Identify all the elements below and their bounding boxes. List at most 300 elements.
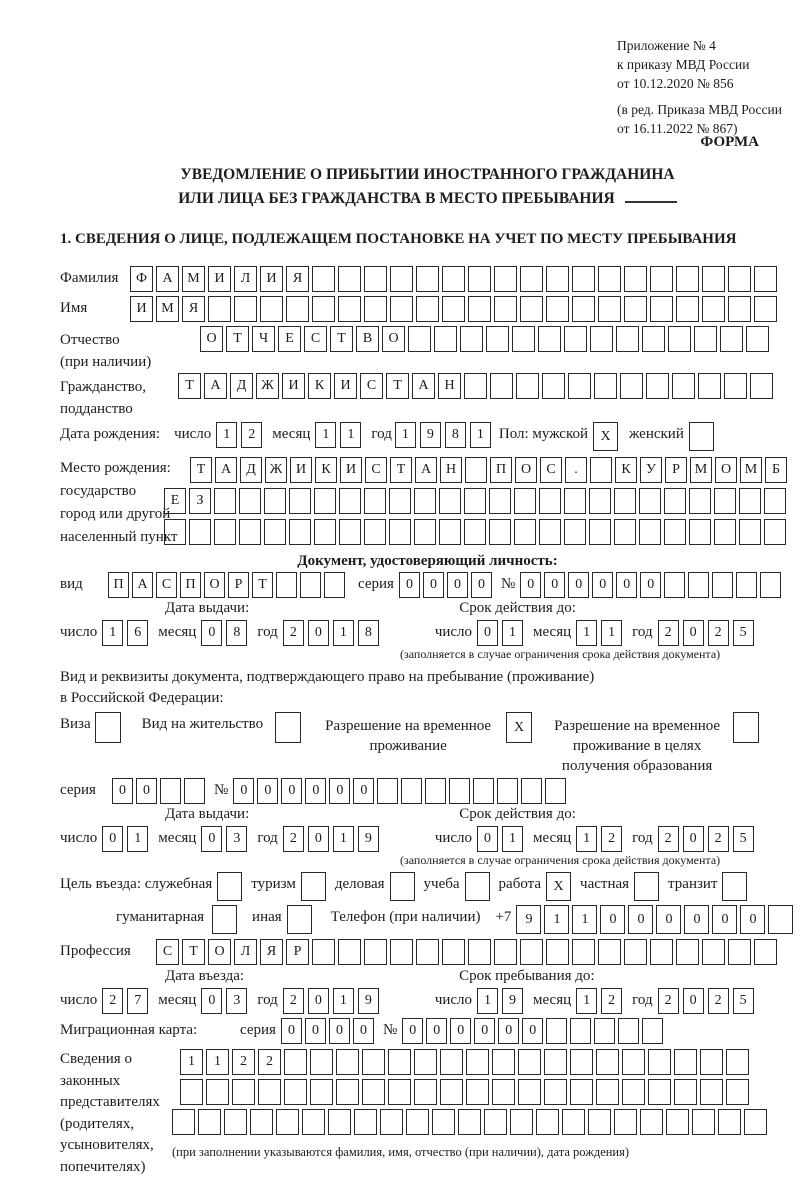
char-box[interactable] <box>646 373 669 399</box>
char-box[interactable] <box>666 1109 689 1135</box>
char-box[interactable] <box>466 1079 489 1105</box>
char-box[interactable] <box>754 296 777 322</box>
char-box[interactable] <box>594 373 617 399</box>
char-box[interactable] <box>338 266 361 292</box>
char-box[interactable] <box>258 1079 281 1105</box>
char-box[interactable]: 0 <box>353 778 374 804</box>
char-box[interactable] <box>310 1079 333 1105</box>
char-box[interactable] <box>598 939 621 965</box>
char-box[interactable] <box>284 1049 307 1075</box>
char-box[interactable] <box>589 519 611 545</box>
char-box[interactable]: 2 <box>708 620 729 646</box>
char-box[interactable] <box>546 296 569 322</box>
char-box[interactable] <box>674 1049 697 1075</box>
char-box[interactable]: 0 <box>423 572 444 598</box>
char-box[interactable] <box>634 872 659 901</box>
char-box[interactable]: 1 <box>576 988 597 1014</box>
char-box[interactable] <box>198 1109 221 1135</box>
char-box[interactable]: 9 <box>358 826 379 852</box>
char-box[interactable] <box>639 488 661 514</box>
char-box[interactable]: 1 <box>206 1049 229 1075</box>
char-box[interactable]: 9 <box>516 905 541 934</box>
char-box[interactable]: 1 <box>470 422 491 448</box>
char-box[interactable] <box>416 939 439 965</box>
char-box[interactable]: 1 <box>502 826 523 852</box>
char-box[interactable]: Ж <box>256 373 279 399</box>
char-box[interactable] <box>562 1109 585 1135</box>
char-box[interactable] <box>520 266 543 292</box>
char-box[interactable] <box>618 1018 639 1044</box>
char-box[interactable]: У <box>640 457 662 483</box>
char-box[interactable] <box>516 373 539 399</box>
char-box[interactable] <box>449 778 470 804</box>
char-box[interactable] <box>466 1049 489 1075</box>
char-box[interactable]: Я <box>260 939 283 965</box>
char-box[interactable] <box>520 939 543 965</box>
char-box[interactable] <box>276 1109 299 1135</box>
char-box[interactable] <box>468 939 491 965</box>
char-box[interactable] <box>439 488 461 514</box>
char-box[interactable]: 0 <box>592 572 613 598</box>
char-box[interactable] <box>544 1079 567 1105</box>
char-box[interactable]: Ч <box>252 326 275 352</box>
char-box[interactable]: Б <box>765 457 787 483</box>
char-box[interactable] <box>208 296 231 322</box>
char-box[interactable] <box>733 712 759 743</box>
char-box[interactable] <box>489 488 511 514</box>
char-box[interactable]: О <box>515 457 537 483</box>
char-box[interactable]: 5 <box>733 988 754 1014</box>
char-box[interactable]: 0 <box>683 826 704 852</box>
char-box[interactable] <box>614 488 636 514</box>
char-box[interactable]: 0 <box>201 826 222 852</box>
char-box[interactable] <box>702 939 725 965</box>
char-box[interactable]: 1 <box>127 826 148 852</box>
char-box[interactable]: 1 <box>216 422 237 448</box>
char-box[interactable]: Т <box>390 457 412 483</box>
char-box[interactable] <box>624 939 647 965</box>
char-box[interactable]: И <box>260 266 283 292</box>
char-box[interactable]: 0 <box>308 620 329 646</box>
char-box[interactable]: 1 <box>477 988 498 1014</box>
char-box[interactable] <box>336 1049 359 1075</box>
char-box[interactable] <box>676 939 699 965</box>
char-box[interactable] <box>442 266 465 292</box>
char-box[interactable] <box>545 778 566 804</box>
char-box[interactable] <box>726 1079 749 1105</box>
char-box[interactable] <box>754 939 777 965</box>
char-box[interactable]: 0 <box>477 826 498 852</box>
char-box[interactable]: Л <box>234 939 257 965</box>
char-box[interactable]: 1 <box>333 988 354 1014</box>
char-box[interactable]: Т <box>330 326 353 352</box>
char-box[interactable] <box>514 488 536 514</box>
char-box[interactable] <box>389 488 411 514</box>
char-box[interactable]: Ф <box>130 266 153 292</box>
char-box[interactable] <box>521 778 542 804</box>
char-box[interactable]: 2 <box>658 988 679 1014</box>
char-box[interactable] <box>714 488 736 514</box>
char-box[interactable] <box>439 519 461 545</box>
char-box[interactable] <box>364 519 386 545</box>
char-box[interactable] <box>648 1079 671 1105</box>
char-box[interactable]: Н <box>440 457 462 483</box>
char-box[interactable] <box>622 1049 645 1075</box>
char-box[interactable] <box>676 266 699 292</box>
char-box[interactable] <box>214 488 236 514</box>
char-box[interactable]: 0 <box>329 778 350 804</box>
char-box[interactable] <box>718 1109 741 1135</box>
char-box[interactable]: М <box>182 266 205 292</box>
char-box[interactable] <box>189 519 211 545</box>
char-box[interactable]: К <box>315 457 337 483</box>
char-box[interactable]: Т <box>178 373 201 399</box>
char-box[interactable]: 1 <box>576 620 597 646</box>
char-box[interactable]: А <box>204 373 227 399</box>
char-box[interactable]: 2 <box>241 422 262 448</box>
char-box[interactable] <box>95 712 121 743</box>
char-box[interactable]: 0 <box>498 1018 519 1044</box>
char-box[interactable]: 0 <box>305 1018 326 1044</box>
char-box[interactable]: И <box>290 457 312 483</box>
char-box[interactable]: И <box>282 373 305 399</box>
char-box[interactable] <box>328 1109 351 1135</box>
char-box[interactable]: К <box>308 373 331 399</box>
char-box[interactable]: 0 <box>640 572 661 598</box>
char-box[interactable]: 9 <box>358 988 379 1014</box>
char-box[interactable]: Н <box>438 373 461 399</box>
char-box[interactable] <box>620 373 643 399</box>
char-box[interactable] <box>276 572 297 598</box>
char-box[interactable] <box>589 488 611 514</box>
char-box[interactable] <box>672 373 695 399</box>
char-box[interactable] <box>362 1079 385 1105</box>
char-box[interactable]: И <box>130 296 153 322</box>
char-box[interactable] <box>728 266 751 292</box>
char-box[interactable]: 1 <box>572 905 597 934</box>
char-box[interactable] <box>676 296 699 322</box>
char-box[interactable]: П <box>108 572 129 598</box>
char-box[interactable] <box>728 939 751 965</box>
char-box[interactable] <box>406 1109 429 1135</box>
char-box[interactable] <box>473 778 494 804</box>
char-box[interactable] <box>364 488 386 514</box>
char-box[interactable] <box>700 1049 723 1075</box>
char-box[interactable]: 0 <box>740 905 765 934</box>
char-box[interactable] <box>432 1109 455 1135</box>
char-box[interactable] <box>314 488 336 514</box>
char-box[interactable] <box>650 266 673 292</box>
char-box[interactable]: 1 <box>333 826 354 852</box>
char-box[interactable]: 1 <box>102 620 123 646</box>
char-box[interactable]: 2 <box>283 988 304 1014</box>
char-box[interactable]: 1 <box>544 905 569 934</box>
char-box[interactable] <box>596 1049 619 1075</box>
char-box[interactable] <box>642 1018 663 1044</box>
char-box[interactable] <box>539 519 561 545</box>
char-box[interactable] <box>312 939 335 965</box>
char-box[interactable] <box>224 1109 247 1135</box>
char-box[interactable]: 9 <box>502 988 523 1014</box>
char-box[interactable] <box>702 296 725 322</box>
char-box[interactable] <box>518 1079 541 1105</box>
char-box[interactable]: С <box>156 939 179 965</box>
char-box[interactable] <box>497 778 518 804</box>
char-box[interactable] <box>408 326 431 352</box>
char-box[interactable] <box>239 488 261 514</box>
char-box[interactable] <box>544 1049 567 1075</box>
char-box[interactable] <box>338 939 361 965</box>
char-box[interactable]: З <box>189 488 211 514</box>
char-box[interactable]: О <box>200 326 223 352</box>
char-box[interactable] <box>324 572 345 598</box>
char-box[interactable]: Е <box>278 326 301 352</box>
char-box[interactable]: 0 <box>353 1018 374 1044</box>
char-box[interactable] <box>465 457 487 483</box>
char-box[interactable] <box>689 488 711 514</box>
char-box[interactable] <box>494 939 517 965</box>
char-box[interactable] <box>648 1049 671 1075</box>
char-box[interactable]: 5 <box>733 620 754 646</box>
char-box[interactable] <box>388 1049 411 1075</box>
char-box[interactable] <box>698 373 721 399</box>
char-box[interactable] <box>739 488 761 514</box>
char-box[interactable]: 1 <box>180 1049 203 1075</box>
char-box[interactable]: Ж <box>265 457 287 483</box>
char-box[interactable] <box>598 266 621 292</box>
char-box[interactable] <box>564 326 587 352</box>
char-box[interactable]: 0 <box>544 572 565 598</box>
char-box[interactable] <box>416 296 439 322</box>
char-box[interactable] <box>184 778 205 804</box>
char-box[interactable]: 1 <box>395 422 416 448</box>
char-box[interactable]: 1 <box>333 620 354 646</box>
char-box[interactable] <box>768 905 793 934</box>
char-box[interactable] <box>720 326 743 352</box>
char-box[interactable] <box>546 939 569 965</box>
char-box[interactable] <box>442 939 465 965</box>
char-box[interactable] <box>764 488 786 514</box>
char-box[interactable] <box>689 422 714 451</box>
char-box[interactable] <box>464 519 486 545</box>
char-box[interactable]: 0 <box>683 620 704 646</box>
char-box[interactable] <box>726 1049 749 1075</box>
char-box[interactable]: 2 <box>232 1049 255 1075</box>
char-box[interactable]: 9 <box>420 422 441 448</box>
char-box[interactable] <box>440 1079 463 1105</box>
char-box[interactable]: И <box>208 266 231 292</box>
char-box[interactable] <box>650 296 673 322</box>
char-box[interactable]: 8 <box>358 620 379 646</box>
char-box[interactable] <box>614 1109 637 1135</box>
char-box[interactable] <box>284 1079 307 1105</box>
char-box[interactable] <box>380 1109 403 1135</box>
char-box[interactable] <box>590 326 613 352</box>
char-box[interactable] <box>542 373 565 399</box>
char-box[interactable]: 0 <box>136 778 157 804</box>
char-box[interactable] <box>764 519 786 545</box>
char-box[interactable] <box>212 905 237 934</box>
char-box[interactable] <box>624 266 647 292</box>
char-box[interactable] <box>722 872 747 901</box>
char-box[interactable] <box>598 296 621 322</box>
char-box[interactable] <box>512 326 535 352</box>
char-box[interactable]: А <box>412 373 435 399</box>
char-box[interactable] <box>614 519 636 545</box>
char-box[interactable] <box>300 572 321 598</box>
char-box[interactable]: 1 <box>340 422 361 448</box>
char-box[interactable] <box>460 326 483 352</box>
char-box[interactable]: О <box>204 572 225 598</box>
char-box[interactable] <box>364 939 387 965</box>
char-box[interactable]: 1 <box>315 422 336 448</box>
char-box[interactable]: 0 <box>402 1018 423 1044</box>
char-box[interactable] <box>538 326 561 352</box>
char-box[interactable]: 2 <box>601 988 622 1014</box>
char-box[interactable] <box>494 266 517 292</box>
char-box[interactable]: 0 <box>201 620 222 646</box>
char-box[interactable] <box>744 1109 767 1135</box>
char-box[interactable] <box>160 778 181 804</box>
char-box[interactable] <box>492 1079 515 1105</box>
char-box[interactable] <box>389 519 411 545</box>
char-box[interactable] <box>440 1049 463 1075</box>
char-box[interactable]: О <box>208 939 231 965</box>
char-box[interactable]: 0 <box>447 572 468 598</box>
char-box[interactable] <box>570 1079 593 1105</box>
char-box[interactable]: 2 <box>658 620 679 646</box>
char-box[interactable] <box>388 1079 411 1105</box>
char-box[interactable]: 0 <box>426 1018 447 1044</box>
char-box[interactable]: 2 <box>708 988 729 1014</box>
char-box[interactable] <box>664 519 686 545</box>
char-box[interactable]: 0 <box>201 988 222 1014</box>
char-box[interactable]: Т <box>190 457 212 483</box>
char-box[interactable] <box>364 266 387 292</box>
char-box[interactable] <box>490 373 513 399</box>
char-box[interactable] <box>172 1109 195 1135</box>
char-box[interactable]: 0 <box>600 905 625 934</box>
char-box[interactable] <box>468 266 491 292</box>
char-box[interactable] <box>668 326 691 352</box>
char-box[interactable]: 1 <box>502 620 523 646</box>
char-box[interactable]: 0 <box>257 778 278 804</box>
char-box[interactable] <box>239 519 261 545</box>
char-box[interactable] <box>354 1109 377 1135</box>
char-box[interactable] <box>570 1018 591 1044</box>
char-box[interactable]: X <box>546 872 571 901</box>
char-box[interactable]: Т <box>226 326 249 352</box>
char-box[interactable] <box>760 572 781 598</box>
char-box[interactable]: 3 <box>226 988 247 1014</box>
char-box[interactable]: Т <box>182 939 205 965</box>
char-box[interactable] <box>664 572 685 598</box>
char-box[interactable]: 1 <box>576 826 597 852</box>
char-box[interactable]: 5 <box>733 826 754 852</box>
char-box[interactable]: А <box>215 457 237 483</box>
char-box[interactable] <box>464 488 486 514</box>
char-box[interactable]: 2 <box>102 988 123 1014</box>
char-box[interactable] <box>754 266 777 292</box>
char-box[interactable] <box>489 519 511 545</box>
char-box[interactable]: А <box>132 572 153 598</box>
char-box[interactable] <box>217 872 242 901</box>
char-box[interactable]: 0 <box>616 572 637 598</box>
char-box[interactable] <box>728 296 751 322</box>
char-box[interactable] <box>414 519 436 545</box>
char-box[interactable]: О <box>715 457 737 483</box>
char-box[interactable]: 2 <box>283 826 304 852</box>
char-box[interactable] <box>642 326 665 352</box>
char-box[interactable]: 0 <box>474 1018 495 1044</box>
char-box[interactable]: 0 <box>712 905 737 934</box>
char-box[interactable] <box>339 488 361 514</box>
char-box[interactable] <box>442 296 465 322</box>
char-box[interactable] <box>464 373 487 399</box>
char-box[interactable] <box>624 296 647 322</box>
char-box[interactable] <box>401 778 422 804</box>
char-box[interactable]: 8 <box>226 620 247 646</box>
char-box[interactable] <box>390 296 413 322</box>
char-box[interactable]: 0 <box>308 988 329 1014</box>
char-box[interactable] <box>301 872 326 901</box>
char-box[interactable] <box>416 266 439 292</box>
char-box[interactable] <box>692 1109 715 1135</box>
char-box[interactable] <box>700 1079 723 1105</box>
char-box[interactable]: 0 <box>628 905 653 934</box>
char-box[interactable]: М <box>740 457 762 483</box>
char-box[interactable]: В <box>356 326 379 352</box>
char-box[interactable]: 0 <box>683 988 704 1014</box>
char-box[interactable]: 0 <box>684 905 709 934</box>
char-box[interactable] <box>724 373 747 399</box>
char-box[interactable] <box>568 373 591 399</box>
char-box[interactable] <box>390 266 413 292</box>
char-box[interactable]: 3 <box>226 826 247 852</box>
char-box[interactable] <box>572 266 595 292</box>
char-box[interactable] <box>390 939 413 965</box>
char-box[interactable]: 0 <box>305 778 326 804</box>
char-box[interactable] <box>390 872 415 901</box>
char-box[interactable] <box>650 939 673 965</box>
char-box[interactable] <box>702 266 725 292</box>
char-box[interactable] <box>570 1049 593 1075</box>
char-box[interactable]: 0 <box>281 778 302 804</box>
char-box[interactable]: И <box>340 457 362 483</box>
char-box[interactable] <box>674 1079 697 1105</box>
char-box[interactable]: С <box>365 457 387 483</box>
char-box[interactable] <box>214 519 236 545</box>
char-box[interactable]: 0 <box>281 1018 302 1044</box>
char-box[interactable] <box>289 488 311 514</box>
char-box[interactable] <box>275 712 301 743</box>
char-box[interactable]: X <box>506 712 532 743</box>
char-box[interactable]: 0 <box>112 778 133 804</box>
char-box[interactable] <box>510 1109 533 1135</box>
char-box[interactable]: 1 <box>601 620 622 646</box>
char-box[interactable]: Д <box>230 373 253 399</box>
char-box[interactable]: С <box>304 326 327 352</box>
char-box[interactable] <box>434 326 457 352</box>
char-box[interactable]: К <box>615 457 637 483</box>
char-box[interactable]: Т <box>252 572 273 598</box>
char-box[interactable] <box>712 572 733 598</box>
char-box[interactable] <box>260 296 283 322</box>
char-box[interactable] <box>312 266 335 292</box>
char-box[interactable] <box>465 872 490 901</box>
char-box[interactable] <box>746 326 769 352</box>
char-box[interactable] <box>536 1109 559 1135</box>
